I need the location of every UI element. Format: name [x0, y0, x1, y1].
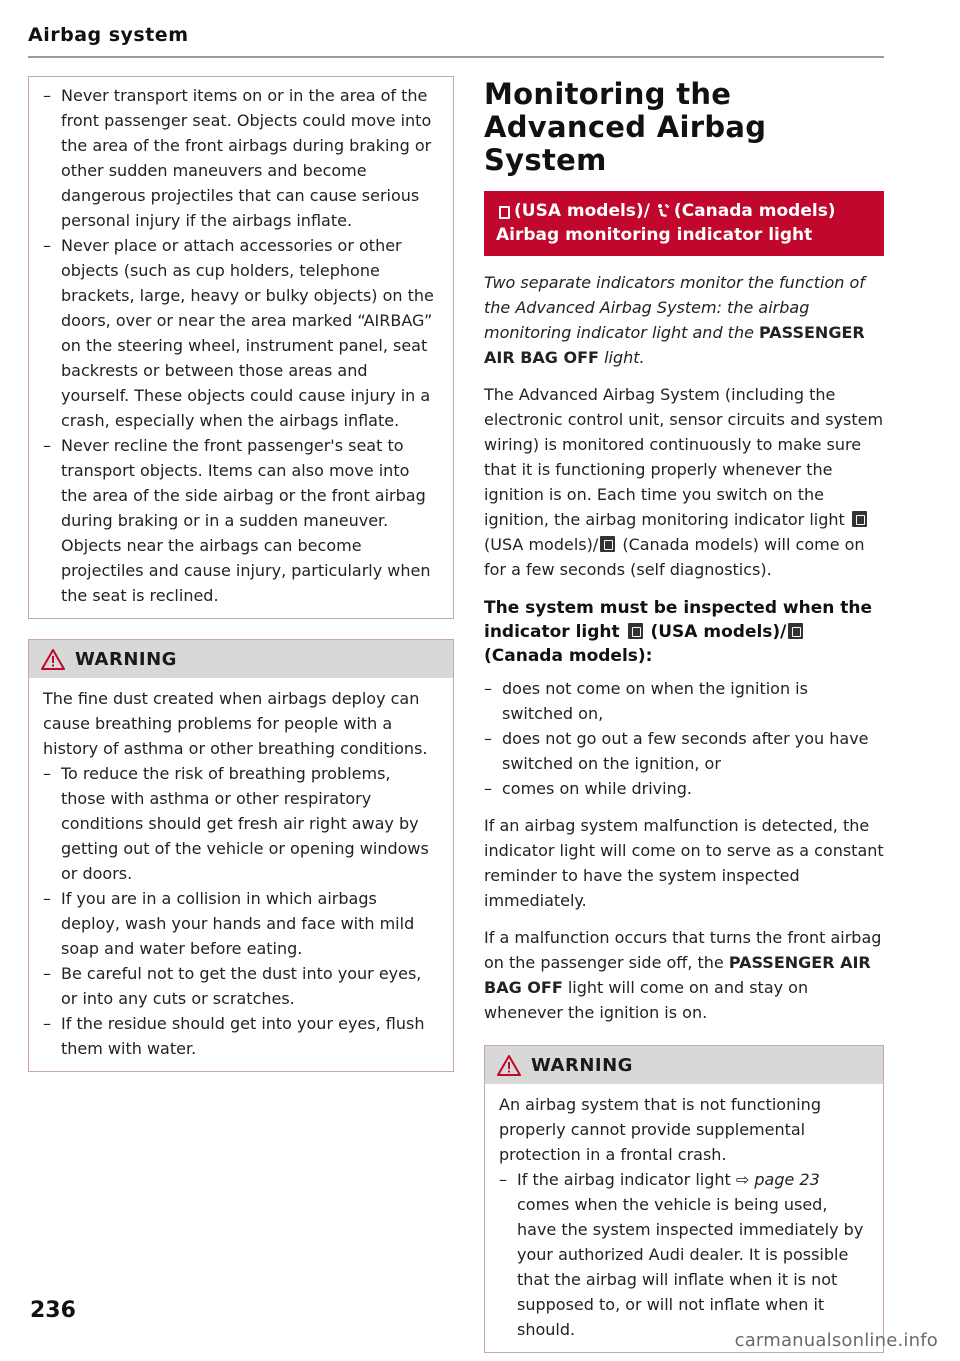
warning-triangle-icon [41, 649, 65, 670]
list-item [499, 1167, 869, 1342]
intro-paragraph [484, 270, 884, 370]
inspection-list [484, 676, 884, 801]
running-header-title: Airbag system [28, 24, 189, 46]
section-title: Monitoring the Advanced Airbag System [484, 77, 767, 177]
warning-intro: An airbag system that is not functioning properly cannot provide supplemental protection in a frontal crash. [499, 1095, 821, 1164]
band-line-1 [496, 199, 872, 223]
airbag-canada-indicator-icon [788, 623, 803, 639]
passenger-off-text-a: If a malfunction occurs that turns the front airbag on the passenger side off, the [484, 928, 882, 972]
list-item: – If the residue should get into your eyes, flush them with water. [43, 1011, 439, 1061]
list-item: – comes on while driving. [484, 776, 884, 801]
airbag-indicator-icon [628, 623, 643, 639]
warning-body [29, 678, 453, 1071]
passenger-off-bold: PASSENGER AIR BAG OFF [484, 953, 871, 997]
caution-list [43, 83, 439, 608]
monitoring-paragraph [484, 382, 884, 582]
inspection-heading-c: (Canada models): [484, 646, 653, 666]
right-column [484, 76, 884, 1353]
band-canada-label: (Canada models) [673, 201, 836, 221]
malfunction-paragraph: If an airbag system malfunction is detected, the indicator light will come on to serve as a constant reminder to have the system inspected immediately. [484, 816, 884, 910]
warning-triangle-icon [497, 1055, 521, 1076]
list-item: – If you are in a collision in which airbags deploy, wash your hands and face with mild soap and water before eating. [43, 886, 439, 961]
list-item: – Never recline the front passenger's seat to transport objects. Items can also move into the area of the side airbag or the front airbag during braking or in a sudden maneuver. Objects near the airbags can become projectiles and cause injury, particularly when the seat is reclined. [43, 433, 439, 608]
list-item: – does not come on when the ignition is switched on, [484, 676, 884, 726]
monitoring-text-c: (Canada models) will come on for a few seconds (self diagnostics). [484, 535, 865, 579]
warning-bullet-c: comes when the vehicle is being used, have the system inspected immediately by your authorized Audi dealer. It is possible that the airbag will inflate when it is not supposed to, or will not inflate when it should. [517, 1195, 864, 1339]
inspection-heading-a: The system must be inspected when the indicator light [484, 598, 873, 642]
list-item: – does not go out a few seconds after you have switched on the ignition, or [484, 726, 884, 776]
caution-continued-box [28, 76, 454, 619]
passenger-off-text-c: light will come on and stay on whenever the ignition is on. [484, 978, 809, 1022]
warning-title: WARNING [75, 648, 177, 670]
page-header [28, 24, 884, 58]
passenger-off-paragraph [484, 925, 884, 1025]
page-number: 236 [30, 1298, 76, 1323]
warning-box-malfunction [484, 1045, 884, 1353]
list-item: – To reduce the risk of breathing problems, those with asthma or other respiratory conditions should get fresh air right away by getting out of the vehicle or opening windows or doors. [43, 761, 439, 886]
inspection-heading [484, 596, 884, 668]
intro-bold: PASSENGER AIR BAG OFF [484, 323, 865, 367]
list-item: – Never place or attach accessories or other objects (such as cup holders, telephone brackets, large, heavy or bulky objects) on the doors, over or near the area marked “AIRBAG” on the steering wheel, instrument panel, seat backrests or between those areas and yourself. These objects could cause injury in a crash, especially when the airbags inflate. [43, 233, 439, 433]
subsection-band [484, 191, 884, 256]
airbag-indicator-icon [852, 511, 867, 527]
warning-body [485, 1084, 883, 1352]
monitoring-text-b: (USA models)/ [484, 535, 599, 554]
airbag-usa-icon [496, 203, 510, 219]
band-line-2: Airbag monitoring indicator light [496, 225, 813, 245]
airbag-canada-indicator-icon [600, 536, 615, 552]
warning-intro: The fine dust created when airbags deploy can cause breathing problems for people with a history of asthma or other breathing conditions. [43, 689, 428, 758]
monitoring-text-a: The Advanced Airbag System (including the electronic control unit, sensor circuits and system wiring) is monitored continuously to make sure that it is functioning properly whenever the ignition is on. Each time you switch on the ignition, the airbag monitoring indicator light [484, 385, 884, 529]
header-divider [28, 56, 884, 58]
inspection-heading-b: (USA models)/ [650, 622, 787, 642]
intro-text: Two separate indicators monitor the function of the Advanced Airbag System: the airbag monitoring indicator light and the [484, 273, 865, 342]
list-item: – Be careful not to get the dust into your eyes, or into any cuts or scratches. [43, 961, 439, 1011]
warning-box-dust [28, 639, 454, 1072]
watermark: carmanualsonline.info [734, 1330, 938, 1351]
warning-bullet-a: If the airbag indicator light [517, 1170, 731, 1189]
warning-header [29, 640, 453, 678]
warning-title: WARNING [531, 1054, 633, 1076]
warning-list [43, 761, 439, 1061]
intro-tail: light. [604, 348, 645, 367]
left-column [28, 76, 454, 1072]
band-usa-label: (USA models)/ [514, 201, 650, 221]
airbag-canada-icon [654, 203, 670, 219]
page-reference-link[interactable]: ⇨ page 23 [735, 1170, 820, 1189]
list-item: – Never transport items on or in the area of the front passenger seat. Objects could move into the area of the front airbags during braking or other sudden maneuvers and become dangerous projectiles that can cause serious personal injury if the airbags inflate. [43, 83, 439, 233]
warning-list [499, 1167, 869, 1342]
warning-header [485, 1046, 883, 1084]
